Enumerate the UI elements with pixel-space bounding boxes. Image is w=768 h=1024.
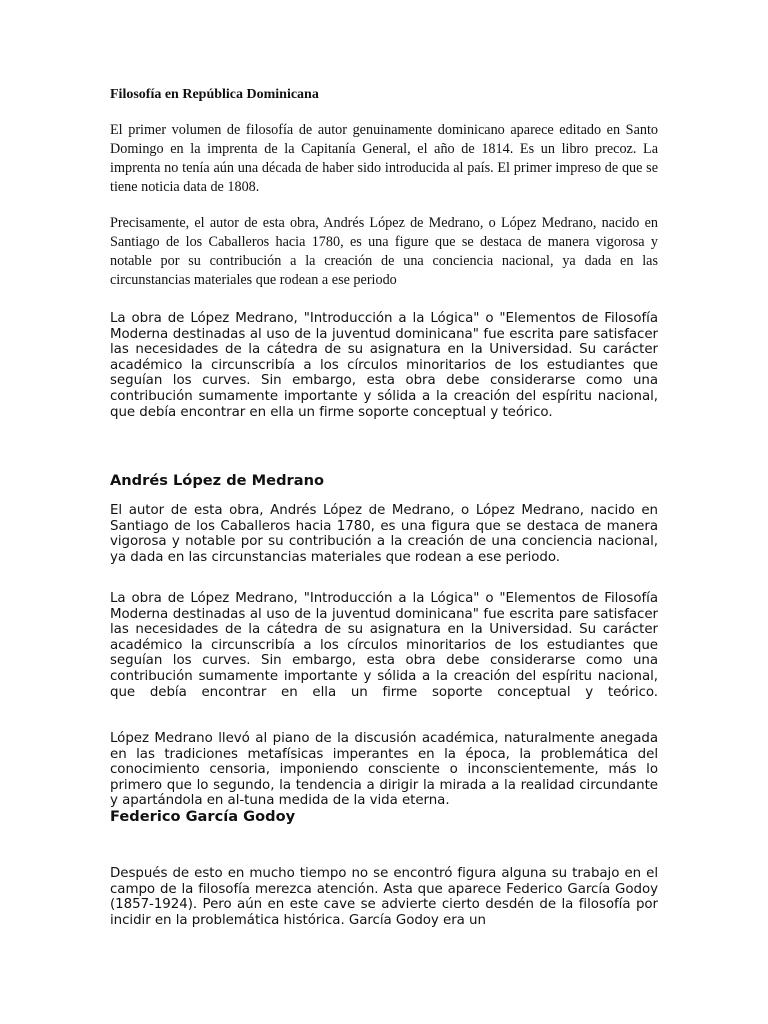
paragraph-first-volume: El primer volumen de filosofía de autor genuinamente dominicano aparece editado en Santo Domingo en la imprenta de la Capitanía General, el año de 1814. Es un libro precoz. La imprenta no tenía aún una década de haber sido introducida al país. El primer impreso de que se tiene noticia data de 1808. <box>110 122 658 195</box>
heading-lopez-medrano: Andrés López de Medrano <box>110 472 324 489</box>
paragraph-lopez-discussion: López Medrano llevó al piano de la discusión académica, naturalmente anegada en las tradiciones metafísicas imperantes en la época, la problemática del conocimiento censoria, imponiendo consciente o inconscientemente, más lo primero que lo segundo, la tendencia a dirigir la mirada a la realidad circundante y apartándola en al-tuna medida de la vida eterna. <box>110 731 658 809</box>
paragraph-lopez-work: La obra de López Medrano, "Introducción a la Lógica" o "Elementos de Filosofía Moderna destinadas al uso de la juventud dominicana" fue escrita pare satisfacer las necesidades de la cátedra de su asignatura en la Universidad. Su carácter académico la circunscribía a los círculos minoritarios de los estudiantes que seguían los curves. Sin embargo, esta obra debe considerarse como una contribución sumamente importante y sólida a la creación del espíritu nacional, que debía encontrar en ella un firme soporte conceptual y teórico. <box>110 591 658 700</box>
heading-garcia-godoy: Federico García Godoy <box>110 808 296 825</box>
document-title: Filosofía en República Dominicana <box>110 87 319 102</box>
paragraph-work-description: La obra de López Medrano, "Introducción a la Lógica" o "Elementos de Filosofía Moderna destinadas al uso de la juventud dominicana" fue escrita pare satisfacer las necesidades de la cátedra de su asignatura en la Universidad. Su carácter académico la circunscribía a los círculos minoritarios de los estudiantes que seguían los curves. Sin embargo, esta obra debe considerarse como una contribución sumamente importante y sólida a la creación del espíritu nacional, que debía encontrar en ella un firme soporte conceptual y teórico. <box>110 311 658 420</box>
paragraph-garcia-godoy: Después de esto en mucho tiempo no se encontró figura alguna su trabajo en el campo de la filosofía merezca atención. Asta que aparece Federico García Godoy (1857-1924). Pero aún en este cave se advierte cierto desdén de la filosofía por incidir en la problemática histórica. García Godoy era un <box>110 866 658 928</box>
paragraph-lopez-author: El autor de esta obra, Andrés López de Medrano, o López Medrano, nacido en Santiago de los Caballeros hacia 1780, es una figura que se destaca de manera vigorosa y notable por su contribución a la creación de una conciencia nacional, ya dada en las circunstancias materiales que rodean a ese periodo. <box>110 503 658 565</box>
paragraph-author-intro: Precisamente, el autor de esta obra, Andrés López de Medrano, o López Medrano, nacido en Santiago de los Caballeros hacia 1780, es una figure que se destaca de manera vigorosa y notable por su contribución a la creación de una conciencia nacional, ya dada en las circunstancias materiales que rodean a ese periodo <box>110 215 658 288</box>
